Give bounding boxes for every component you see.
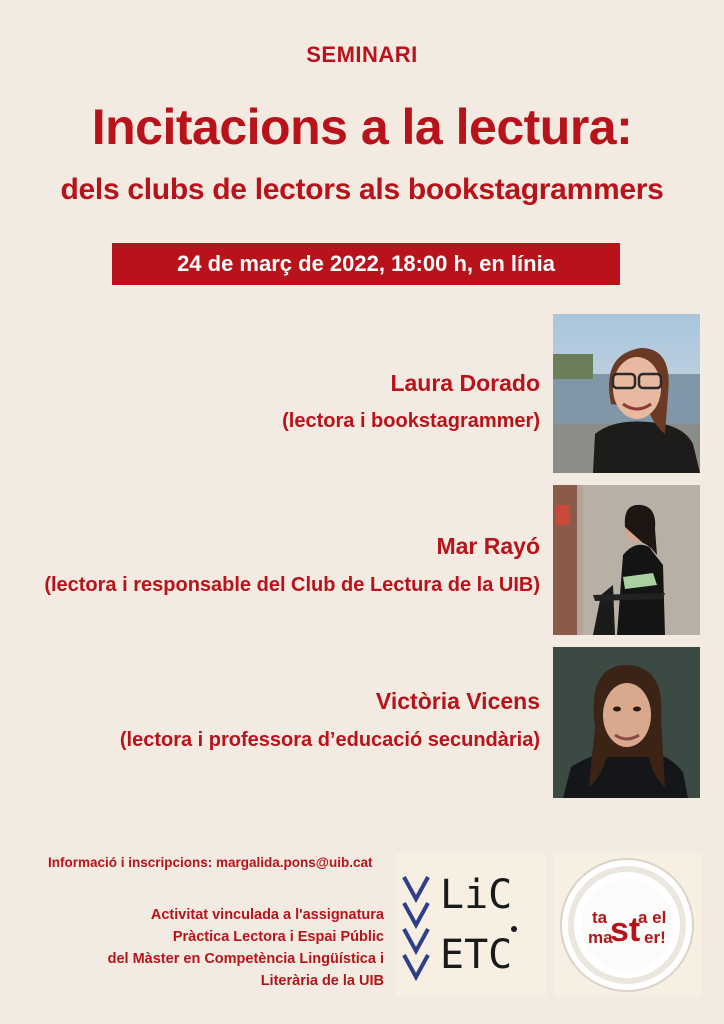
activity-block: [108, 904, 384, 992]
speaker-photo: [553, 485, 700, 635]
page-subtitle: dels clubs de lectors als bookstagrammers: [60, 173, 664, 206]
info-line: Informació i inscripcions: margalida.pons@uib.cat: [48, 855, 373, 870]
activity-line: del Màster en Competència Lingüística i: [107, 951, 384, 967]
activity-line: Activitat vinculada a l'assignatura: [150, 907, 384, 923]
tasta-el-master-logo: [554, 853, 701, 997]
speaker-role: (lectora i responsable del Club de Lectura de la UIB): [44, 574, 540, 596]
speaker-name: Laura Dorado: [390, 370, 540, 396]
plate-text: a el: [638, 908, 667, 927]
plate-text: ma: [588, 928, 613, 947]
licet-logo: [396, 853, 546, 997]
plate-text: er!: [644, 928, 666, 947]
page-title: Incitacions a la lectura:: [91, 99, 633, 155]
speaker-name: Mar Rayó: [436, 533, 540, 559]
speaker-photo: [553, 314, 700, 473]
speaker-role: (lectora i professora d’educació secundària): [119, 729, 540, 751]
plate-center-text: st: [610, 911, 641, 949]
activity-line: Literària de la UIB: [260, 973, 384, 989]
speaker-name: Victòria Vicens: [375, 688, 540, 714]
licet-bottom-text: ETC: [440, 932, 513, 978]
date-banner: 24 de març de 2022, 18:00 h, en línia: [112, 243, 620, 285]
plate-text: ta: [592, 908, 608, 927]
speaker-role: (lectora i bookstagrammer): [282, 410, 540, 432]
kicker: SEMINARI: [306, 42, 418, 67]
licet-top-text: LiC: [440, 872, 513, 918]
speaker-photo: [553, 647, 700, 798]
activity-line: Pràctica Lectora i Espai Públic: [172, 929, 384, 945]
